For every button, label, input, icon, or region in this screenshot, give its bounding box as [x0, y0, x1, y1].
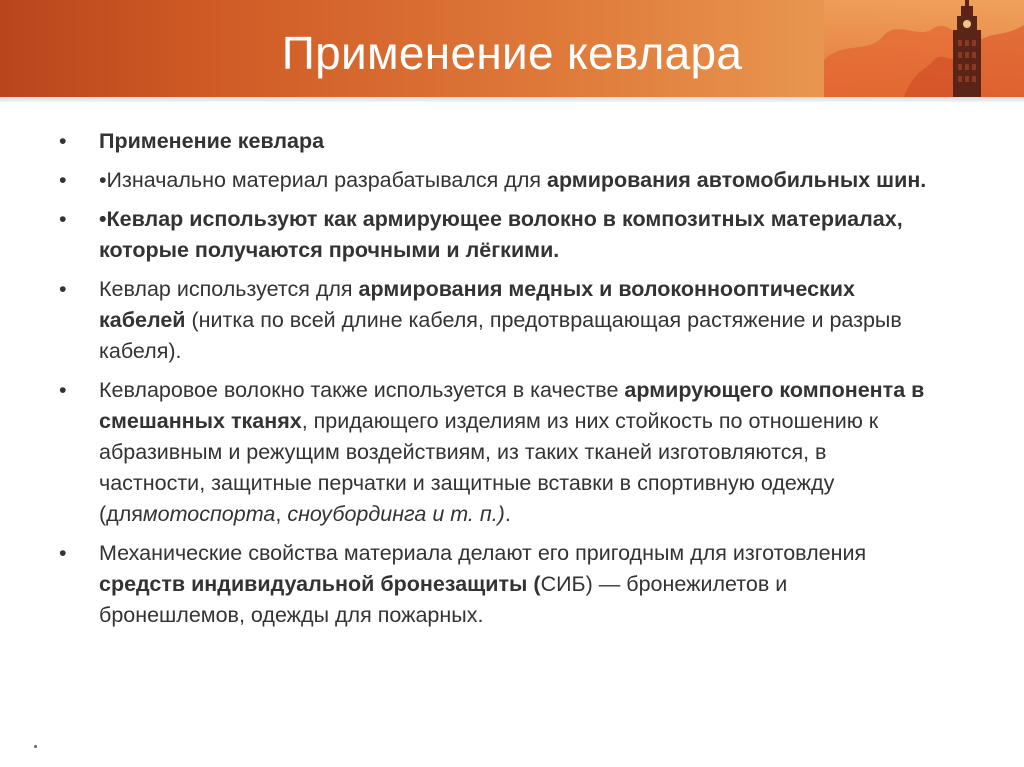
bold-text: армирующего компонента в смешанных тканях [99, 378, 925, 433]
bullet-marker: • [59, 378, 67, 402]
body-text: Кевлар используется для [99, 277, 359, 301]
bullet-marker: • [59, 129, 67, 153]
slide-title: Применение кевлара [281, 27, 743, 79]
body-text: , [275, 502, 288, 526]
body-text: •Изначально материал разрабатывался для [99, 168, 547, 192]
bold-text: Применение кевлара [99, 129, 325, 153]
bold-text: •Кевлар используют как армирующее волокно в композитных материалах, которые получаются прочными и лёгкими. [99, 207, 903, 262]
slide-body [57, 126, 937, 639]
bullet-list [57, 126, 937, 631]
bullet-item [57, 204, 937, 266]
bold-text: армирования медных и волоконнооптических кабелей [99, 277, 855, 332]
italic-text: сноубординга и т. п.) [287, 502, 505, 526]
body-text: СИБ) — бронежилетов и бронешлемов, одежды для пожарных. [99, 572, 788, 627]
bullet-marker: • [59, 277, 67, 301]
bullet-item [57, 274, 937, 367]
bold-text: средств индивидуальной бронезащиты ( [99, 572, 541, 596]
bullet-marker: • [59, 207, 67, 231]
bullet-marker: • [59, 541, 67, 565]
italic-text: мотоспорта [142, 502, 276, 526]
corner-dot [34, 745, 37, 748]
body-text: Механические свойства материала делают его пригодным для изготовления [99, 541, 867, 565]
bullet-item [57, 165, 937, 196]
slide-header [0, 0, 1024, 97]
header-divider [0, 97, 1024, 102]
body-text: (нитка по всей длине кабеля, предотвращающая растяжение и разрыв кабеля). [99, 308, 902, 363]
bullet-marker: • [59, 168, 67, 192]
bullet-item [57, 375, 937, 530]
bullet-item [57, 126, 937, 157]
bullet-item [57, 538, 937, 631]
bold-text: армирования автомобильных шин. [546, 168, 927, 192]
body-text: , придающего изделиям из них стойкость по отношению к абразивным и режущим воздействиям, из таких тканей изготовляются, в частности, защитные перчатки и защитные вставки в спортивную одежду (для [99, 409, 879, 526]
body-text: . [504, 502, 511, 526]
body-text: Кевларовое волокно также используется в качестве [99, 378, 625, 402]
